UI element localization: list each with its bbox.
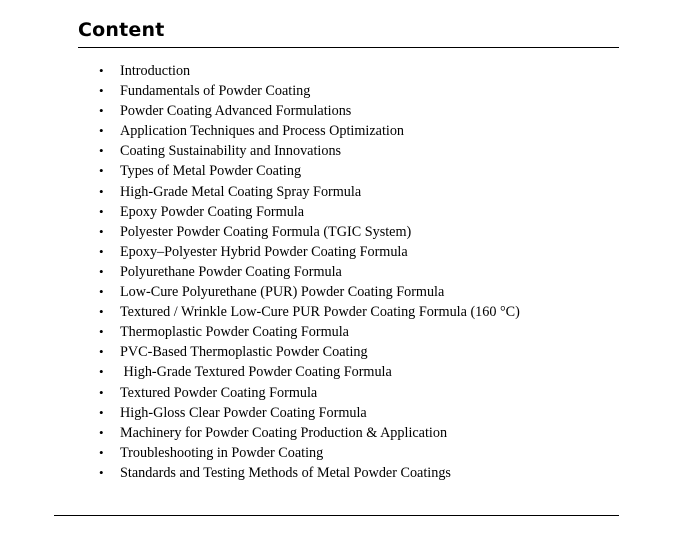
bullet-icon: • — [99, 203, 104, 219]
bullet-icon: • — [99, 344, 104, 360]
bullet-icon: • — [99, 63, 104, 78]
list-item-label: Epoxy–Polyester Hybrid Powder Coating Formula — [120, 243, 408, 260]
list-item-label: Textured Powder Coating Formula — [120, 384, 318, 401]
bullet-icon: • — [99, 83, 104, 99]
bullet-icon: • — [99, 243, 104, 259]
list-item-label: Polyurethane Powder Coating Formula — [120, 263, 342, 280]
list-item-label: Thermoplastic Powder Coating Formula — [120, 324, 349, 341]
bullet-icon: • — [99, 123, 104, 139]
list-item-label: Polyester Powder Coating Formula (TGIC System) — [120, 223, 412, 240]
list-item-label: High-Grade Textured Powder Coating Formula — [120, 364, 392, 381]
list-item-label: Machinery for Powder Coating Production & Application — [120, 424, 448, 441]
list-item-label: Powder Coating Advanced Formulations — [120, 103, 352, 120]
list-item-label: Coating Sustainability and Innovations — [120, 143, 342, 160]
list-item-label: Troubleshooting in Powder Coating — [120, 444, 324, 461]
bullet-icon: • — [99, 444, 104, 460]
bullet-icon: • — [99, 183, 104, 199]
page-title: Content — [78, 19, 165, 41]
list-item-label: Application Techniques and Process Optimization — [120, 123, 405, 140]
bullet-icon: • — [99, 163, 104, 179]
bullet-icon: • — [99, 364, 104, 380]
bullet-icon: • — [99, 424, 104, 440]
list-item-label: High-Grade Metal Coating Spray Formula — [120, 183, 362, 200]
bullet-icon: • — [99, 404, 104, 420]
list-item-label: PVC-Based Thermoplastic Powder Coating — [120, 344, 368, 361]
footer-divider — [54, 515, 619, 516]
list-item-label: Introduction — [120, 63, 191, 79]
bullet-icon: • — [99, 103, 104, 119]
bullet-icon: • — [99, 284, 104, 300]
list-item-label: Fundamentals of Powder Coating — [120, 83, 311, 100]
bullet-icon: • — [99, 464, 104, 480]
list-item-label: Textured / Wrinkle Low-Cure PUR Powder Coating Formula (160 °C) — [120, 304, 520, 321]
list-item-label: Epoxy Powder Coating Formula — [120, 203, 305, 220]
bullet-icon: • — [99, 384, 104, 400]
heading-divider — [78, 47, 619, 48]
list-item-label: Standards and Testing Methods of Metal Powder Coatings — [120, 464, 451, 481]
bullet-icon: • — [99, 304, 104, 320]
bullet-icon: • — [99, 143, 104, 159]
list-item-label: Types of Metal Powder Coating — [120, 163, 302, 180]
bullet-icon: • — [99, 223, 104, 239]
bullet-icon: • — [99, 324, 104, 340]
list-item-label: High-Gloss Clear Powder Coating Formula — [120, 404, 367, 421]
bullet-icon: • — [99, 263, 104, 279]
list-item-label: Low-Cure Polyurethane (PUR) Powder Coating Formula — [120, 284, 445, 301]
